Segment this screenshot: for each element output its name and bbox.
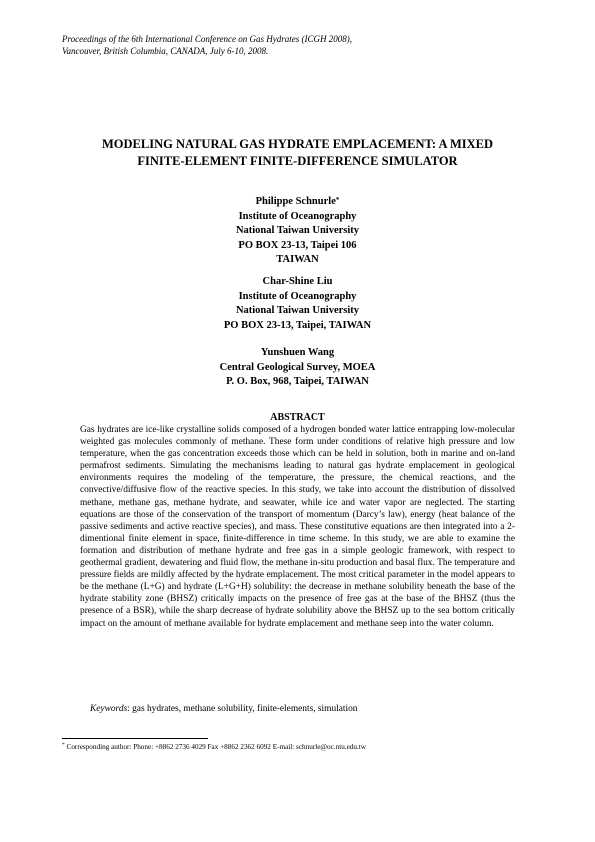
- title-line-2: FINITE-ELEMENT FINITE-DIFFERENCE SIMULATOR: [137, 153, 458, 168]
- footnote: [62, 743, 366, 751]
- author-affiliation-line: Institute of Oceanography: [238, 290, 357, 302]
- keywords-text: : gas hydrates, methane solubility, finite-elements, simulation: [127, 704, 358, 714]
- paper-title: [62, 136, 533, 169]
- author-affiliation-line: P. O. Box, 968, Taipei, TAIWAN: [226, 376, 369, 387]
- author-name: Yunshuen Wang: [260, 347, 335, 358]
- proceedings-header: [62, 33, 352, 57]
- author-block-3: [62, 346, 533, 390]
- author-affiliation-line: PO BOX 23-13, Taipei, TAIWAN: [223, 319, 372, 331]
- footnote-text: Corresponding author: Phone: +8862 2736 4029 Fax +8862 2362 6092 E-mail: schnurle@oc.ntu.edu.tw: [64, 743, 366, 751]
- abstract-heading: ABSTRACT: [270, 412, 325, 423]
- author-affiliation-line: PO BOX 23-13, Taipei 106: [238, 239, 357, 251]
- keywords-line: [90, 704, 358, 714]
- author-affiliation-line: TAIWAN: [276, 254, 319, 265]
- author-affiliation-line: National Taiwan University: [235, 225, 360, 236]
- keywords-label: Keywords: [90, 704, 128, 714]
- author-affiliation-line: National Taiwan University: [235, 305, 360, 316]
- footnote-separator: [62, 738, 208, 739]
- author-name: Philippe Schnurle*: [255, 196, 340, 207]
- header-line-1: Proceedings of the 6th International Conference on Gas Hydrates (ICGH 2008),: [62, 34, 353, 44]
- author-affiliation-line: Institute of Oceanography: [238, 210, 357, 222]
- footnote-marker: *: [335, 196, 340, 204]
- footnote-marker: *: [62, 742, 65, 748]
- author-name: Char-Shine Liu: [262, 276, 333, 287]
- author-affiliation-line: Central Geological Survey, MOEA: [219, 361, 376, 373]
- title-line-1: MODELING NATURAL GAS HYDRATE EMPLACEMENT: A MIXED: [102, 137, 493, 151]
- author-block-1: [62, 195, 533, 268]
- abstract-text: Gas hydrates are ice-like crystalline solids composed of a hydrogen bonded water lattice entrapping low-molecular weighted gas molecules commonly of methane. These form under conditions of relative high pressure and low temperature, when the gas concentration exceeds those which can be held in solution, both in marine and on-land permafrost sediments. Simulating the mechanisms leading to natural gas hydrate emplacement in geological environments requires the modeling of the temperature, the pressure, the chemical reactions, and the convective/diffusive flow of the reactive species. In this study, we take into account the distribution of dissolved methane, methane gas, methane hydrate, and seawater, while ice and water vapor are neglected. The starting equations are those of the conservation of the transport of momentum (Darcy’s law), energy (heat balance of the passive sediments and active reactive species), and mass. These constitutive equations are then integrated into a 2-dimentional finite element in space, finite-difference in time scheme. In this study, we are able to examine the formation and distribution of methane hydrate and free gas in a simple geologic framework, with respect to geothermal gradient, dewatering and fluid flow, the methane in-situ production and basal flux. The temperature and pressure fields are mildly affected by the hydrate emplacement. The most critical parameter in the model appears to be the methane (L+G) and hydrate (L+G+H) solubility: the decrease in methane solubility beneath the base of the hydrate stability zone (BHSZ) critically impacts on the presence of free gas at the base of the BHSZ (thus the presence of a BSR), while the sharp decrease of hydrate solubility above the BHSZ up to the sea bottom critically impact on the amount of methane available for hydrate emplacement and methane seep into the water column.: [80, 425, 515, 629]
- author-block-2: [62, 275, 533, 333]
- header-line-2: Vancouver, British Columbia, CANADA, July 6-10, 2008.: [62, 46, 269, 56]
